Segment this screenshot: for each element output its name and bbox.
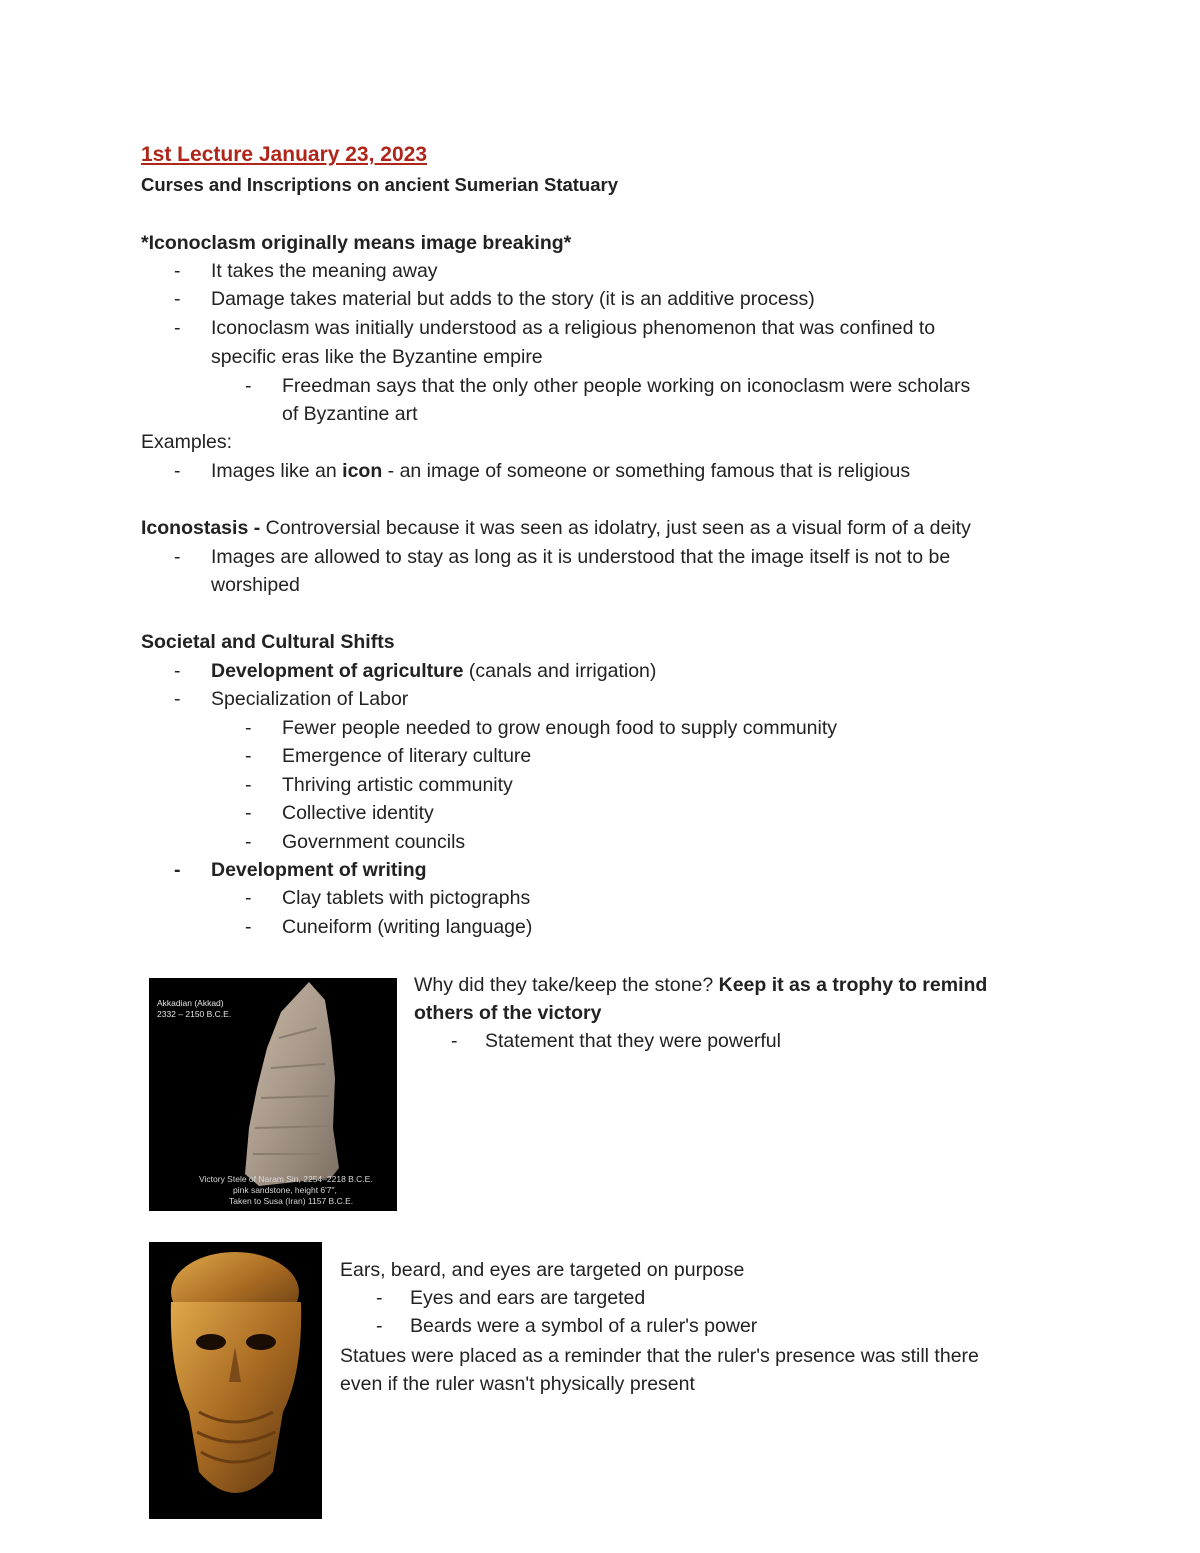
mask-bullet-2: Beards were a symbol of a ruler's power: [410, 1315, 758, 1337]
shifts-labor: Specialization of Labor: [211, 688, 409, 710]
bullet-dash: -: [174, 460, 181, 482]
iconoclasm-bullet-3b: specific eras like the Byzantine empire: [211, 346, 543, 368]
iconoclasm-subbullet-b: of Byzantine art: [282, 403, 418, 425]
bullet-dash: -: [245, 831, 252, 853]
mask-bullet-1: Eyes and ears are targeted: [410, 1287, 646, 1309]
labor-item: Emergence of literary culture: [282, 745, 532, 767]
stele-caption-top-2: 2332 – 2150 B.C.E.: [157, 1009, 232, 1019]
bullet-dash: -: [245, 375, 252, 397]
writing-item: Clay tablets with pictographs: [282, 887, 531, 909]
mask-illustration: [149, 1242, 322, 1519]
lecture-title: 1st Lecture January 23, 2023: [141, 143, 428, 166]
examples-pre: Images like an: [211, 460, 343, 482]
bullet-dash: -: [174, 317, 181, 339]
iconoclasm-heading: *Iconoclasm originally means image breaking*: [141, 232, 572, 254]
examples-post: - an image of someone or something famous that is religious: [382, 460, 911, 482]
stele-caption-bottom-1: Victory Stele of Naram Sin, 2254–2218 B.C.E.: [199, 1174, 373, 1184]
iconoclasm-bullet-2: Damage takes material but adds to the story (it is an additive process): [211, 288, 815, 310]
labor-item: Thriving artistic community: [282, 774, 513, 796]
examples-heading: Examples:: [141, 431, 233, 453]
mask-line-1: Ears, beard, and eyes are targeted on purpose: [340, 1259, 745, 1281]
bullet-dash: -: [174, 859, 181, 881]
stele-bullet: Statement that they were powerful: [485, 1030, 781, 1052]
labor-item: Fewer people needed to grow enough food to supply community: [282, 717, 838, 739]
bullet-dash: -: [451, 1030, 458, 1052]
bullet-dash: -: [174, 688, 181, 710]
stele-question: [414, 972, 987, 998]
examples-icon-term: icon: [342, 460, 383, 482]
iconostasis-definition: Controversial because it was seen as idolatry, just seen as a visual form of a deity: [260, 517, 971, 539]
iconostasis-bullet-a: Images are allowed to stay as long as it is understood that the image itself is not to be: [211, 546, 951, 568]
bullet-dash: -: [245, 717, 252, 739]
labor-item: Collective identity: [282, 802, 434, 824]
stele-caption-top-1: Akkadian (Akkad): [157, 998, 224, 1008]
mask-line-2: Statues were placed as a reminder that the ruler's presence was still there: [340, 1345, 979, 1367]
stele-answer-2: others of the victory: [414, 1002, 602, 1024]
bullet-dash: -: [376, 1287, 383, 1309]
bullet-dash: -: [174, 288, 181, 310]
writing-item: Cuneiform (writing language): [282, 916, 533, 938]
iconostasis-bullet-b: worshiped: [211, 574, 300, 596]
lecture-subtitle: Curses and Inscriptions on ancient Sumerian Statuary: [141, 174, 619, 195]
mask-line-3: even if the ruler wasn't physically present: [340, 1373, 695, 1395]
shifts-heading: Societal and Cultural Shifts: [141, 631, 395, 653]
bullet-dash: -: [174, 260, 181, 282]
bullet-dash: -: [245, 774, 252, 796]
stele-caption-bottom-2: pink sandstone, height 6'7",: [233, 1185, 337, 1195]
bullet-dash: -: [174, 546, 181, 568]
iconoclasm-bullet-1: It takes the meaning away: [211, 260, 438, 282]
stele-caption-bottom-3: Taken to Susa (Iran) 1157 B.C.E.: [229, 1196, 354, 1206]
examples-bullet: [211, 458, 910, 484]
agriculture-rest: (canals and irrigation): [463, 660, 657, 682]
iconostasis-line: [141, 515, 971, 541]
shifts-writing: Development of writing: [211, 859, 427, 881]
stele-answer-1: Keep it as a trophy to remind: [718, 974, 988, 996]
iconoclasm-bullet-3a: Iconoclasm was initially understood as a religious phenomenon that was confined to: [211, 317, 936, 339]
stele-question-text: Why did they take/keep the stone?: [414, 974, 719, 996]
sargon-mask-image: [149, 1242, 322, 1519]
bullet-dash: -: [245, 802, 252, 824]
bullet-dash: -: [245, 887, 252, 909]
iconostasis-term: Iconostasis -: [141, 517, 261, 539]
agriculture-bold: Development of agriculture: [211, 660, 464, 682]
iconoclasm-subbullet-a: Freedman says that the only other people working on iconoclasm were scholars: [282, 375, 971, 397]
victory-stele-image: [149, 978, 397, 1211]
bullet-dash: -: [174, 660, 181, 682]
shifts-agriculture: [211, 658, 656, 684]
labor-item: Government councils: [282, 831, 466, 853]
bullet-dash: -: [245, 745, 252, 767]
bullet-dash: -: [245, 916, 252, 938]
bullet-dash: -: [376, 1315, 383, 1337]
